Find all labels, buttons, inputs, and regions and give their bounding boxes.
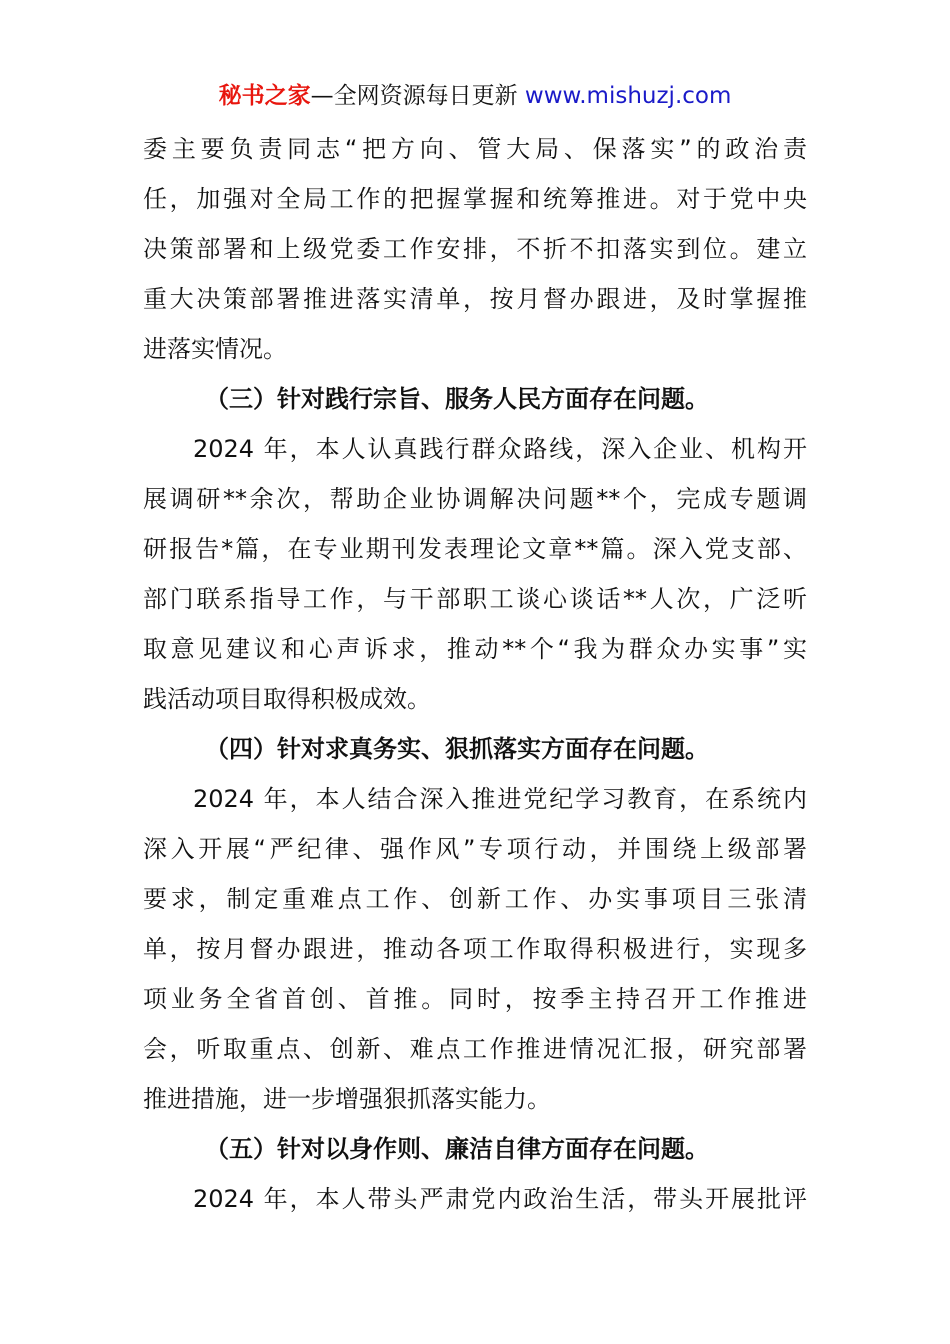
body-line: 委主要负责同志“把方向、管大局、保落实”的政治责 bbox=[143, 135, 807, 163]
body-line: 2024 年，本人结合深入推进党纪学习教育，在系统内 bbox=[193, 785, 807, 813]
body-line: 要求，制定重难点工作、创新工作、办实事项目三张清 bbox=[143, 885, 807, 913]
body-line: 部门联系指导工作，与干部职工谈心谈话**人次，广泛听 bbox=[143, 585, 807, 613]
body-line: 深入开展“严纪律、强作风”专项行动，并围绕上级部署 bbox=[143, 835, 807, 863]
document-body bbox=[143, 124, 807, 1224]
site-tagline: —全网资源每日更新 bbox=[310, 83, 525, 109]
section-heading-5: （五）针对以身作则、廉洁自律方面存在问题。 bbox=[205, 1135, 709, 1163]
site-brand: 秘书之家 bbox=[218, 83, 311, 109]
body-line: 决策部署和上级党委工作安排，不折不扣落实到位。建立 bbox=[143, 235, 807, 263]
body-line: 2024 年，本人带头严肃党内政治生活，带头开展批评 bbox=[193, 1185, 807, 1213]
body-line: 任，加强对全局工作的把握掌握和统筹推进。对于党中央 bbox=[143, 185, 807, 213]
body-line: 重大决策部署推进落实清单，按月督办跟进，及时掌握推 bbox=[143, 285, 807, 313]
body-line: 进落实情况。 bbox=[143, 335, 287, 363]
site-url-link[interactable]: www.mishuzj.com bbox=[524, 83, 732, 109]
body-line: 会，听取重点、创新、难点工作推进情况汇报，研究部署 bbox=[143, 1035, 807, 1063]
body-line: 推进措施，进一步增强狠抓落实能力。 bbox=[143, 1085, 551, 1113]
body-line: 2024 年，本人认真践行群众路线，深入企业、机构开 bbox=[193, 435, 807, 463]
body-line: 项业务全省首创、首推。同时，按季主持召开工作推进 bbox=[143, 985, 807, 1013]
body-line: 单，按月督办跟进，推动各项工作取得积极进行，实现多 bbox=[143, 935, 807, 963]
section-heading-4: （四）针对求真务实、狠抓落实方面存在问题。 bbox=[205, 735, 709, 763]
body-line: 展调研**余次，帮助企业协调解决问题**个，完成专题调 bbox=[143, 485, 807, 513]
body-line: 研报告*篇，在专业期刊发表理论文章**篇。深入党支部、 bbox=[143, 535, 807, 563]
body-line: 践活动项目取得积极成效。 bbox=[143, 685, 431, 713]
section-heading-3: （三）针对践行宗旨、服务人民方面存在问题。 bbox=[205, 385, 709, 413]
body-line: 取意见建议和心声诉求，推动**个“我为群众办实事”实 bbox=[143, 635, 807, 663]
watermark-header bbox=[0, 78, 950, 114]
